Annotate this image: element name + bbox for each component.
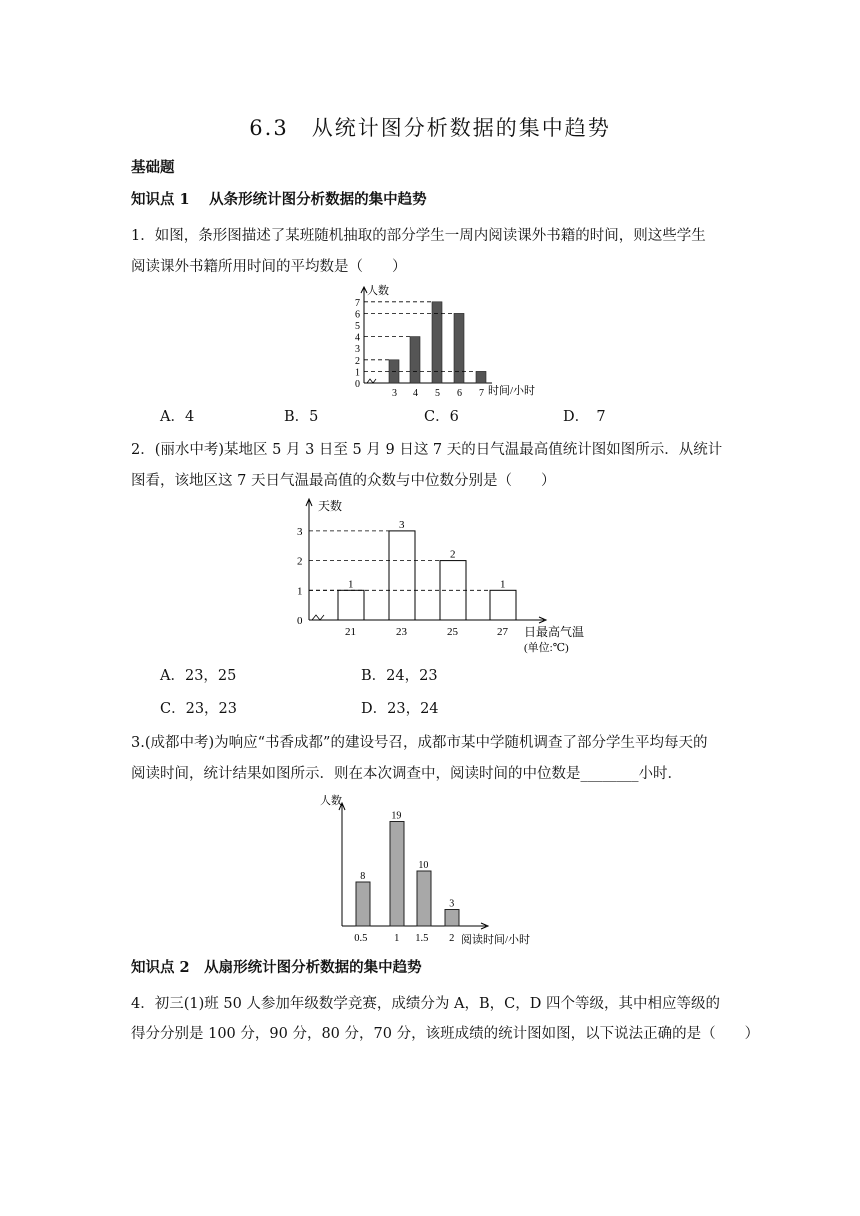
x-tick-label: 23 <box>396 626 407 638</box>
bar <box>454 313 464 383</box>
question-4-line-1: 4．初三(1)班 50 人参加年级数学竞赛，成绩分为 A，B，C，D 四个等级，其中相应等级的 <box>131 996 720 1012</box>
data-label: 1 <box>500 578 506 591</box>
x-tick-label: 1.5 <box>415 933 429 944</box>
x-axis-unit: (单位:℃) <box>524 642 569 654</box>
knowledge-point-2: 知识点 2 从扇形统计图分析数据的集中趋势 <box>131 959 422 976</box>
data-label: 10 <box>418 860 429 871</box>
chart-2 <box>288 494 618 658</box>
y-tick-label: 1 <box>297 585 303 598</box>
x-tick-label: 5 <box>435 388 440 399</box>
y-axis-label: 人数 <box>320 795 342 807</box>
option-d: D． 7 <box>563 409 606 425</box>
question-2-line-1: 2．(丽水中考)某地区 5 月 3 日至 5 月 9 日这 7 天的日气温最高值统计图如图所示．从统计 <box>131 442 723 458</box>
y-axis-label: 天数 <box>318 499 343 513</box>
chart-3 <box>318 788 550 952</box>
bar <box>410 337 420 383</box>
y-tick-label: 4 <box>355 332 360 344</box>
y-tick-label: 5 <box>355 321 360 332</box>
option-d: D．23，24 <box>361 701 439 717</box>
bar <box>390 822 404 927</box>
x-tick-label: 1 <box>394 933 400 944</box>
data-label: 1 <box>348 578 354 591</box>
question-3-line-2: 阅读时间，统计结果如图所示．则在本次调查中，阅读时间的中位数是________小时． <box>131 766 682 782</box>
y-axis-label: 人数 <box>367 285 389 297</box>
x-axis-label: 阅读时间/小时 <box>461 934 531 946</box>
axis-break <box>367 379 376 383</box>
x-tick-label: 0.5 <box>354 933 368 944</box>
bar <box>338 590 364 620</box>
question-2-line-2: 图看，该地区这 7 天日气温最高值的众数与中位数分别是（ ） <box>131 473 556 489</box>
option-b: B．24，23 <box>361 668 438 684</box>
x-tick-label: 25 <box>447 626 458 638</box>
bar <box>356 882 370 926</box>
data-label: 3 <box>449 898 455 910</box>
bar <box>432 302 442 383</box>
x-tick-label: 3 <box>392 388 397 399</box>
x-axis-label: 时间/小时 <box>488 385 536 397</box>
x-axis-label: 日最高气温 <box>524 625 585 639</box>
question-4-line-2: 得分分别是 100 分，90 分，80 分，70 分，该班成绩的统计图如图，以下说法正确的是（ ） <box>131 1026 760 1042</box>
bar <box>476 371 486 383</box>
x-tick-label: 6 <box>457 388 462 399</box>
bar <box>417 871 431 926</box>
data-label: 8 <box>360 871 366 882</box>
option-b: B．5 <box>284 409 319 425</box>
y-tick-label: 2 <box>355 355 360 367</box>
y-tick-label: 3 <box>355 344 360 356</box>
option-c: C．23，23 <box>160 701 237 717</box>
x-tick-label: 4 <box>413 388 418 399</box>
knowledge-point-1: 知识点 1 从条形统计图分析数据的集中趋势 <box>131 191 427 208</box>
chart-1 <box>340 282 550 400</box>
data-label: 3 <box>399 518 405 531</box>
data-label: 19 <box>391 810 402 822</box>
y-tick-label: 1 <box>355 367 360 379</box>
question-3-line-1: 3.(成都中考)为响应“书香成都”的建设号召，成都市某中学随机调查了部分学生平均每天的 <box>131 735 708 751</box>
x-tick-label: 2 <box>449 933 455 944</box>
y-tick-label: 3 <box>297 525 303 538</box>
y-tick-label: 0 <box>297 615 303 627</box>
question-1-line-2: 阅读课外书籍所用时间的平均数是（ ） <box>131 259 407 275</box>
option-a: A．4 <box>160 409 195 425</box>
question-1-line-1: 1．如图，条形图描述了某班随机抽取的部分学生一周内阅读课外书籍的时间，则这些学生 <box>131 228 706 244</box>
option-c: C．6 <box>424 409 459 425</box>
x-tick-label: 21 <box>345 626 356 638</box>
y-tick-label: 7 <box>355 297 360 309</box>
y-tick-label: 6 <box>355 309 360 321</box>
x-tick-label: 7 <box>479 388 484 399</box>
axis-break <box>312 615 324 620</box>
option-a: A．23，25 <box>160 668 237 684</box>
section-heading: 基础题 <box>131 159 175 176</box>
bar <box>389 531 415 620</box>
page-title: 6.3 从统计图分析数据的集中趋势 <box>249 116 611 140</box>
y-tick-label: 0 <box>355 379 360 390</box>
bar <box>445 910 459 927</box>
y-tick-label: 2 <box>297 555 303 568</box>
bar <box>490 590 516 620</box>
data-label: 2 <box>450 548 456 561</box>
x-tick-label: 27 <box>497 626 508 638</box>
